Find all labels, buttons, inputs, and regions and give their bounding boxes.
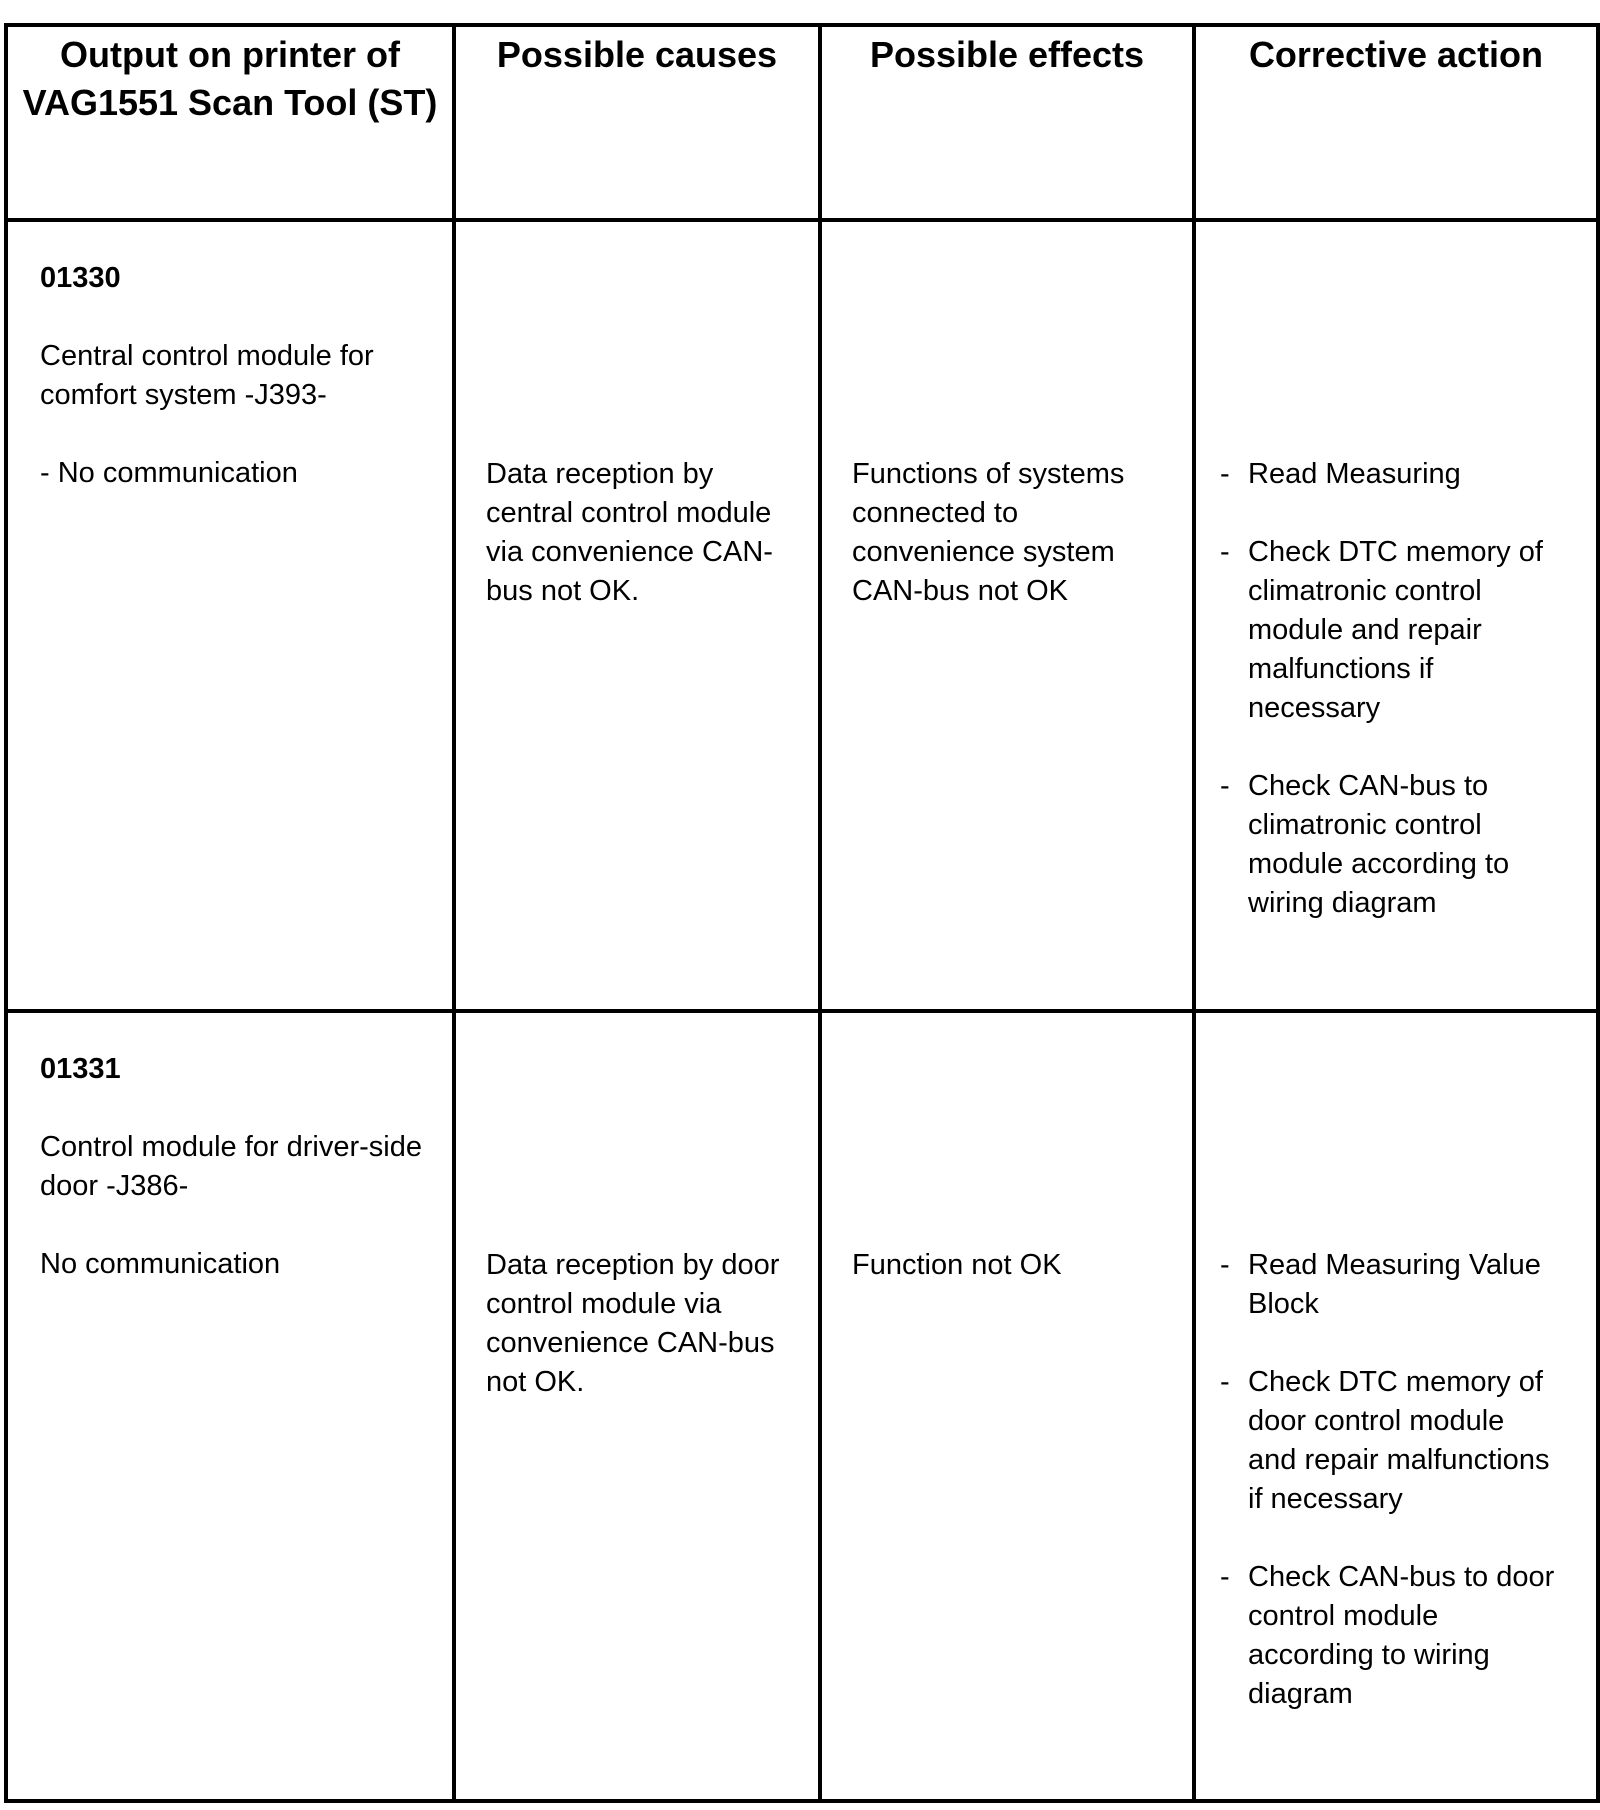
effect-cell [820,1011,1194,1801]
output-cell [6,1011,454,1801]
possible-effect: Functions of systems connected to convenience system CAN-bus not OK [852,458,1125,607]
header-corrective-action: Corrective action [1194,25,1598,220]
dtc-code: 01331 [40,1053,121,1085]
corrective-action-list [1196,455,1566,923]
cause-cell [454,220,820,1011]
header-possible-effects: Possible effects [820,25,1194,220]
corrective-action-item: - Check CAN-bus to door control module according to wiring diagram [1248,1558,1566,1714]
dtc-table [4,23,1600,1803]
corrective-action-item: - Check DTC memory of door control module and repair malfunctions if necessary [1248,1363,1566,1519]
module-name: Control module for driver-side door -J386- [40,1131,422,1202]
action-cell [1194,1011,1598,1801]
corrective-action-item: - Read Measuring Value Block [1248,1246,1566,1324]
cause-cell [454,1011,820,1801]
header-output: Output on printer of VAG1551 Scan Tool (ST) [6,25,454,220]
fault-condition: No communication [40,1248,281,1280]
fault-condition: - No communication [40,457,298,489]
possible-cause: Data reception by door control module via convenience CAN-bus not OK. [486,1249,780,1398]
table-header-row [6,25,1598,220]
output-cell [6,220,454,1011]
module-name: Central control module for comfort system -J393- [40,340,374,411]
corrective-action-item: - Check CAN-bus to climatronic control module according to wiring diagram [1248,767,1566,923]
corrective-action-list [1196,1246,1566,1714]
table-row [6,220,1598,1011]
possible-effect: Function not OK [852,1249,1062,1281]
table-row [6,1011,1598,1801]
action-cell [1194,220,1598,1011]
effect-cell [820,220,1194,1011]
possible-cause: Data reception by central control module via convenience CAN-bus not OK. [486,458,773,607]
dtc-code: 01330 [40,262,121,294]
corrective-action-item: - Read Measuring [1248,455,1566,494]
header-possible-causes: Possible causes [454,25,820,220]
corrective-action-item: - Check DTC memory of climatronic control module and repair malfunctions if necessary [1248,533,1566,728]
